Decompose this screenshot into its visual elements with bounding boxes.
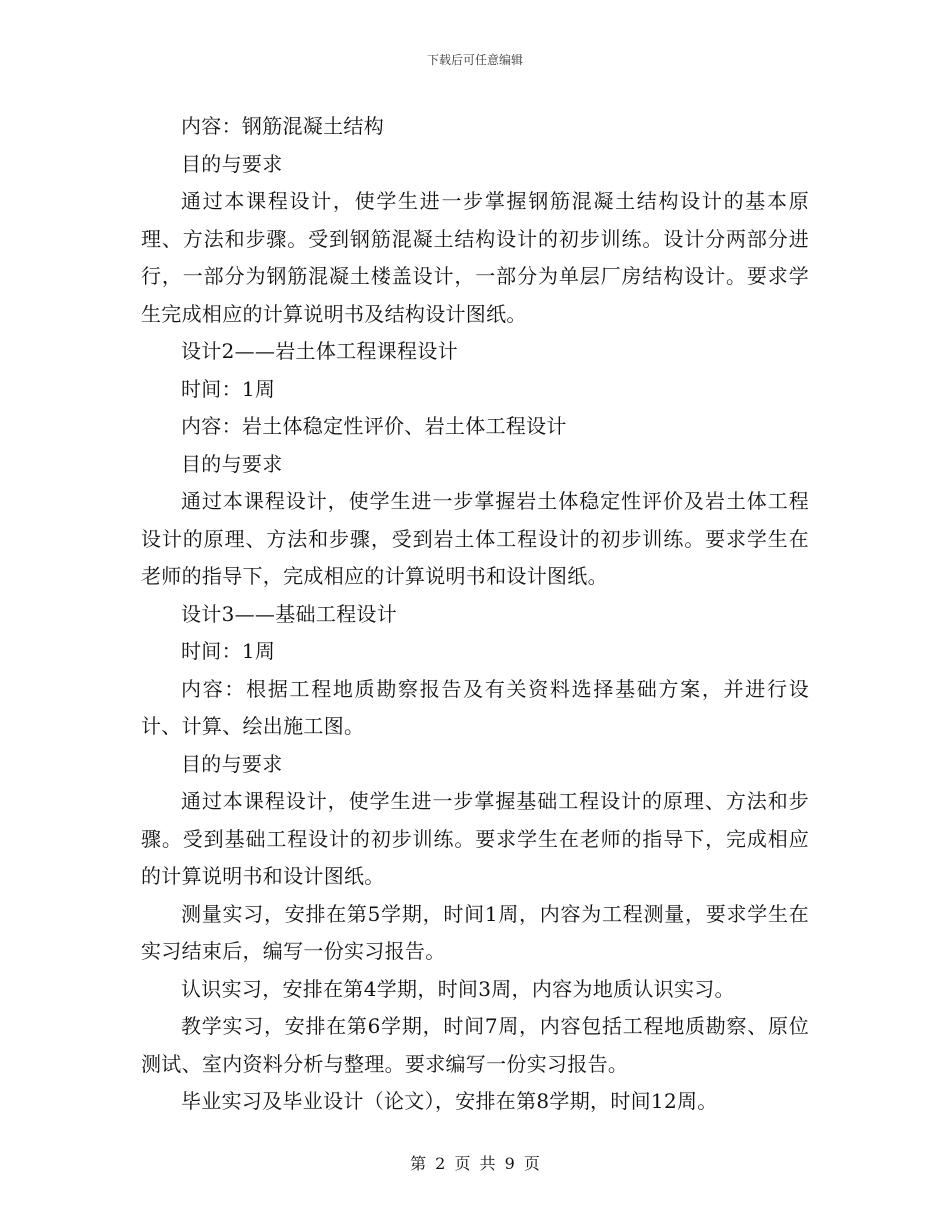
paragraph-design-3-content: 内容：根据工程地质勘察报告及有关资料选择基础方案，并进行设计、计算、绘出施工图。 bbox=[141, 676, 809, 738]
paragraph-goals-text-3: 通过本课程设计，使学生进一步掌握基础工程设计的原理、方法和步骤。受到基础工程设计的初步训练。要求学生在老师的指导下，完成相应的计算说明书和设计图纸。 bbox=[141, 789, 809, 888]
paragraph-goals-heading-2: 目的与要求 bbox=[181, 451, 283, 476]
paragraph-goals-text-2: 通过本课程设计，使学生进一步掌握岩土体稳定性评价及岩土体工程设计的原理、方法和步骤，受到岩土体工程设计的初步训练。要求学生在老师的指导下，完成相应的计算说明书和设计图纸。 bbox=[141, 489, 809, 588]
paragraph-design-3-title: 设计3——基础工程设计 bbox=[181, 601, 398, 626]
paragraph-goals-heading-3: 目的与要求 bbox=[181, 751, 283, 776]
paragraph-graduation-design: 毕业实习及毕业设计（论文），安排在第8学期，时间12周。 bbox=[181, 1089, 718, 1113]
paragraph-goals-text-1: 通过本课程设计，使学生进一步掌握钢筋混凝土结构设计的基本原理、方法和步骤。受到钢筋混凝土结构设计的初步训练。设计分两部分进行，一部分为钢筋混凝土楼盖设计，一部分为单层厂房结构设计。要求学生完成相应的计算说明书及结构设计图纸。 bbox=[141, 189, 809, 326]
paragraph-teaching-internship: 教学实习，安排在第6学期，时间7周，内容包括工程地质勘察、原位测试、室内资料分析与整理。要求编写一份实习报告。 bbox=[141, 1014, 809, 1076]
paragraph-content-concrete: 内容：钢筋混凝土结构 bbox=[181, 114, 384, 138]
document-body bbox=[141, 108, 809, 1121]
paragraph-design-3-time: 时间：1周 bbox=[181, 639, 276, 663]
paragraph-cognition-internship: 认识实习，安排在第4学期，时间3周，内容为地质认识实习。 bbox=[181, 976, 735, 1001]
paragraph-design-2-title: 设计2——岩土体工程课程设计 bbox=[181, 339, 458, 363]
page-number-footer: 第 2 页 共 9 页 bbox=[410, 1154, 540, 1173]
page-header-note: 下载后可任意编辑 bbox=[426, 53, 523, 67]
paragraph-design-2-content: 内容：岩土体稳定性评价、岩土体工程设计 bbox=[181, 414, 567, 438]
paragraph-design-2-time: 时间：1周 bbox=[181, 376, 276, 401]
paragraph-goals-heading-1: 目的与要求 bbox=[181, 151, 283, 176]
paragraph-survey-internship: 测量实习，安排在第5学期，时间1周，内容为工程测量，要求学生在实习结束后，编写一份实习报告。 bbox=[141, 901, 809, 963]
